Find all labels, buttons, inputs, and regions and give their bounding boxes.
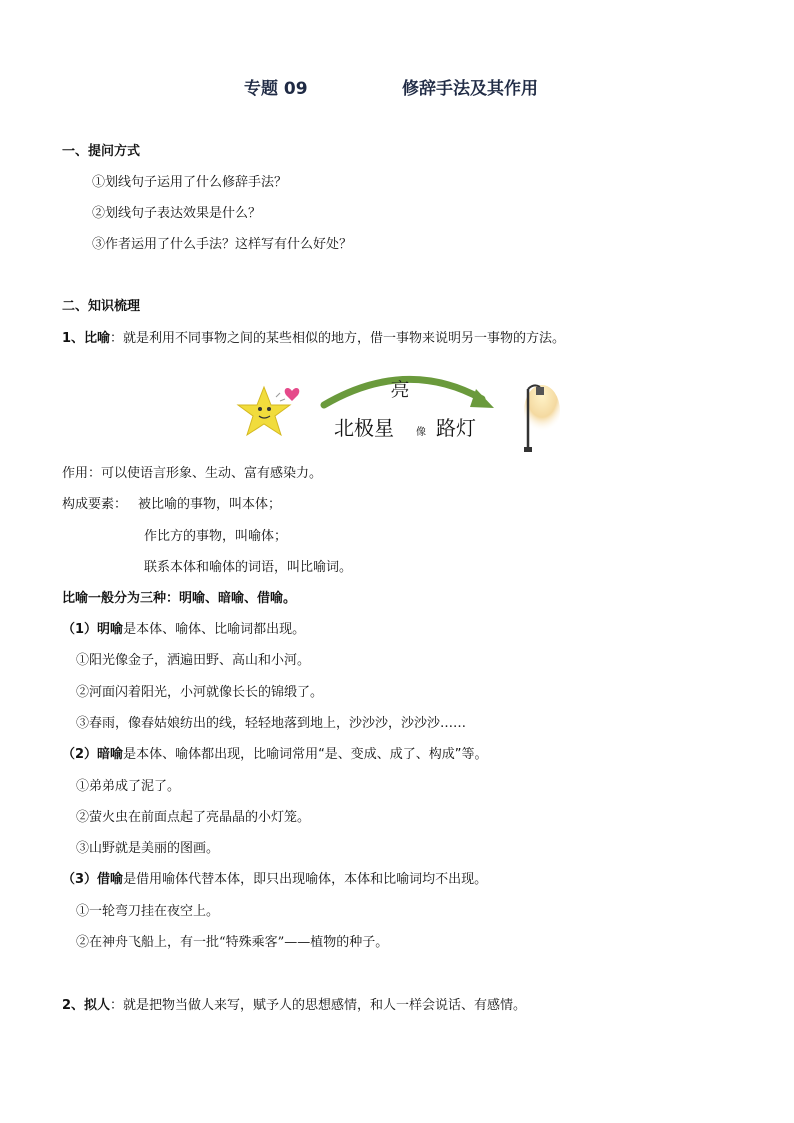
simile-prefix: （1） bbox=[62, 622, 98, 637]
implicit-desc-text: 是本体、喻体都出现，比喻词常用“是、变成、成了、构成”等。 bbox=[123, 747, 488, 762]
element-item: 被比喻的事物，叫本体； bbox=[138, 497, 282, 512]
illus-top-word: 亮 bbox=[390, 379, 410, 401]
borrowed-desc bbox=[62, 871, 487, 889]
borrowed-desc-text: 是借用喻体代替本体，即只出现喻体，本体和比喻词均不出现。 bbox=[123, 872, 488, 887]
metaphor-illustration bbox=[236, 375, 566, 455]
implicit-name: 暗喻 bbox=[97, 747, 124, 762]
street-lamp-icon bbox=[524, 385, 560, 452]
question-item: ①划线句子运用了什么修辞手法？ bbox=[92, 175, 288, 190]
example-item: ③春雨，像春姑娘纺出的线，轻轻地落到地上，沙沙沙，沙沙沙…… bbox=[76, 716, 467, 731]
element-item: 联系本体和喻体的词语，叫比喻词。 bbox=[144, 560, 353, 575]
metaphor-effect: 作用：可以使语言形象、生动、富有感染力。 bbox=[62, 466, 323, 481]
example-item: ③山野就是美丽的图画。 bbox=[76, 841, 220, 856]
example-item: ①弟弟成了泥了。 bbox=[76, 779, 181, 794]
metaphor-definition bbox=[62, 330, 565, 348]
borrowed-name: 借喻 bbox=[97, 872, 124, 887]
heart-icon bbox=[285, 388, 300, 401]
implicit-prefix: （2） bbox=[62, 747, 98, 762]
example-item: ②在神舟飞船上，有一批“特殊乘客”——植物的种子。 bbox=[76, 935, 389, 950]
title-topic: 专题 09 bbox=[244, 79, 308, 99]
illus-left-word: 北极星 bbox=[334, 416, 394, 440]
example-item: ①阳光像金子，洒遍田野、高山和小河。 bbox=[76, 653, 311, 668]
simile-desc-text: 是本体、喻体、比喻词都出现。 bbox=[123, 622, 306, 637]
borrowed-prefix: （3） bbox=[62, 872, 98, 887]
illus-right-word: 路灯 bbox=[436, 416, 476, 440]
title-name: 修辞手法及其作用 bbox=[402, 79, 538, 99]
metaphor-definition-text: ：就是利用不同事物之间的某些相似的地方，借一事物来说明另一事物的方法。 bbox=[110, 331, 566, 346]
section-heading-questions: 一、提问方式 bbox=[62, 144, 141, 159]
element-item: 作比方的事物，叫喻体； bbox=[144, 529, 288, 544]
example-item: ②河面闪着阳光，小河就像长长的锦缎了。 bbox=[76, 685, 324, 700]
question-item: ②划线句子表达效果是什么？ bbox=[92, 206, 262, 221]
elements-label: 构成要素： bbox=[62, 497, 128, 512]
section-heading-knowledge: 二、知识梳理 bbox=[62, 299, 141, 314]
metaphor-illustration-svg bbox=[236, 375, 566, 455]
metaphor-label: 1、比喻 bbox=[62, 331, 111, 346]
implicit-desc bbox=[62, 746, 488, 764]
personification-definition-text: ：就是把物当做人来写，赋予人的思想感情，和人一样会说话、有感情。 bbox=[110, 998, 527, 1013]
example-item: ②萤火虫在前面点起了亮晶晶的小灯笼。 bbox=[76, 810, 311, 825]
star-icon bbox=[238, 387, 290, 435]
illus-middle-word: 像 bbox=[416, 427, 426, 438]
example-item: ①一轮弯刀挂在夜空上。 bbox=[76, 904, 220, 919]
simile-desc bbox=[62, 621, 305, 639]
metaphor-types-heading: 比喻一般分为三种：明喻、暗喻、借喻。 bbox=[62, 591, 297, 606]
personification-label: 2、拟人 bbox=[62, 998, 111, 1013]
personification-definition bbox=[62, 997, 526, 1015]
page-title bbox=[0, 74, 794, 100]
simile-name: 明喻 bbox=[97, 622, 124, 637]
question-item: ③作者运用了什么手法？这样写有什么好处？ bbox=[92, 237, 353, 252]
